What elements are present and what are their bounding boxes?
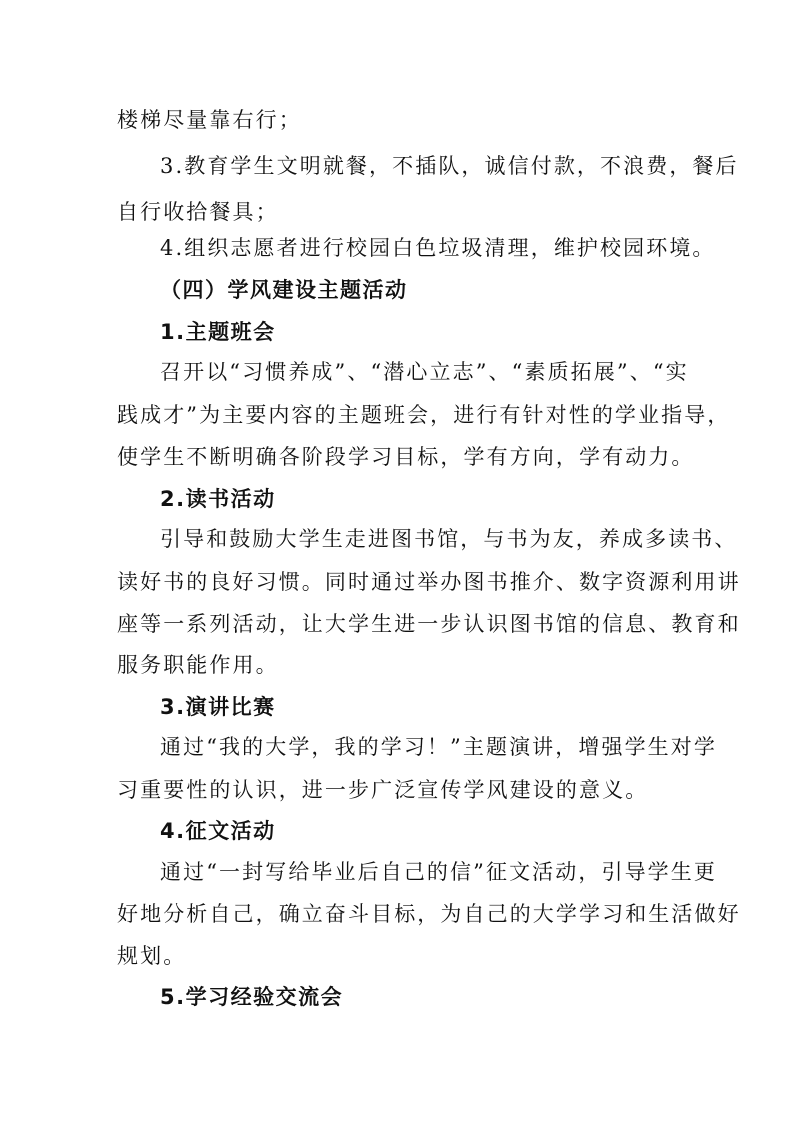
paragraph-line: 自行收拾餐具； <box>117 200 279 224</box>
subsection-heading: 1.主题班会 <box>160 320 276 344</box>
list-item-3: 3.教育学生文明就餐，不插队，诚信付款，不浪费，餐后 <box>160 154 739 178</box>
paragraph-line: 规划。 <box>117 944 187 968</box>
paragraph-line: 座等一系列活动，让大学生进一步认识图书馆的信息、教育和 <box>117 612 741 636</box>
paragraph-line: 通过“一封写给毕业后自己的信”征文活动，引导学生更 <box>160 860 717 884</box>
subsection-heading: 5.学习经验交流会 <box>160 985 344 1009</box>
paragraph-line: 服务职能作用。 <box>117 653 279 677</box>
paragraph-line: 通过“我的大学，我的学习！”主题演讲，增强学生对学 <box>160 735 717 759</box>
paragraph-line: 习重要性的认识，进一步广泛宣传学风建设的意义。 <box>117 778 649 802</box>
subsection-heading: 4.征文活动 <box>160 819 276 843</box>
paragraph-line: 好地分析自己，确立奋斗目标，为自己的大学学习和生活做好 <box>117 902 741 926</box>
paragraph-line: 读好书的良好习惯。同时通过举办图书推介、数字资源利用讲 <box>117 570 741 594</box>
paragraph-line: 践成才”为主要内容的主题班会，进行有针对性的学业指导， <box>117 403 731 427</box>
paragraph-line: 引导和鼓励大学生走进图书馆，与书为友，养成多读书、 <box>160 527 738 551</box>
paragraph-line: 召开以“习惯养成”、“潜心立志”、“素质拓展”、“实 <box>160 360 689 384</box>
list-item-4: 4.组织志愿者进行校园白色垃圾清理，维护校园环境。 <box>160 236 716 260</box>
paragraph-line: 楼梯尽量靠右行； <box>117 108 302 132</box>
subsection-heading: 2.读书活动 <box>160 487 276 511</box>
section-heading: （四）学风建设主题活动 <box>160 278 408 302</box>
paragraph-line: 使学生不断明确各阶段学习目标，学有方向，学有动力。 <box>117 445 695 469</box>
subsection-heading: 3.演讲比赛 <box>160 695 276 719</box>
